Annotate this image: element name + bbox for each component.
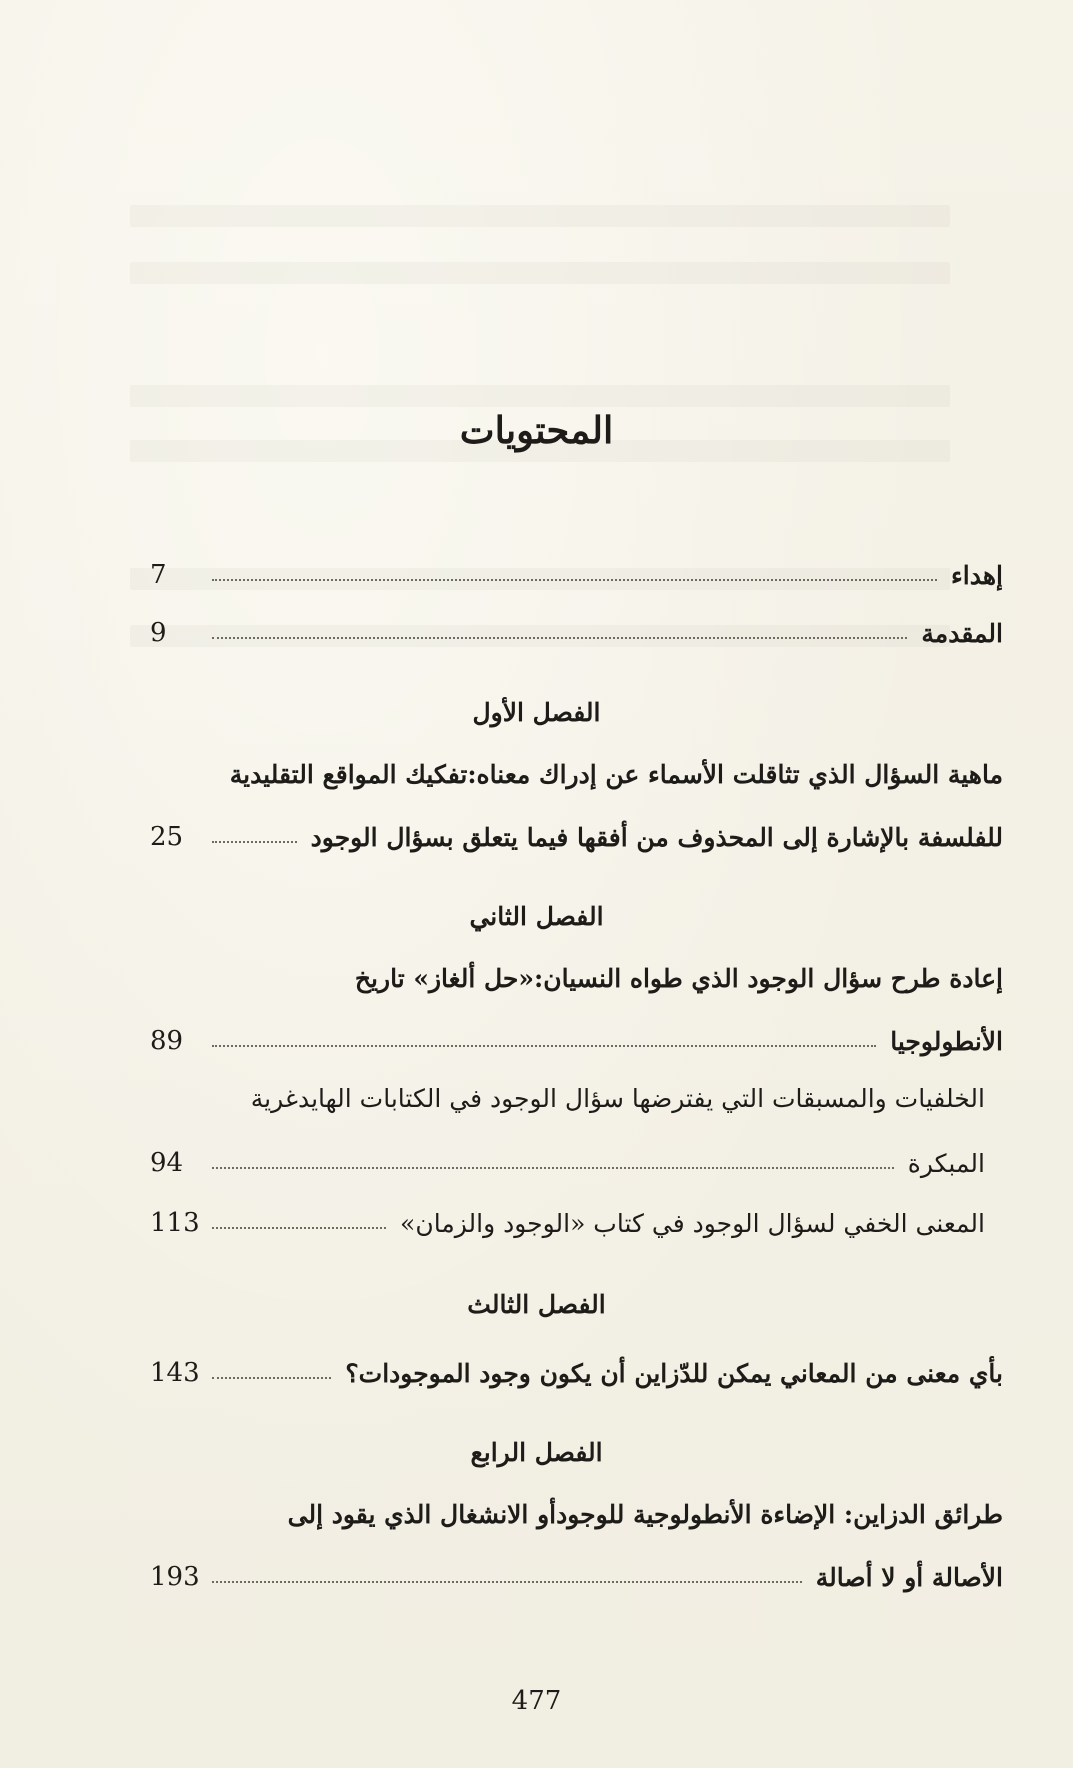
toc-entry-chapter4[interactable] xyxy=(150,1550,1003,1590)
page-number: 7 xyxy=(150,560,167,590)
dot-leader xyxy=(212,840,297,843)
toc-entry-line[interactable]: إعادة طرح سؤال الوجود الذي طواه النسيان:«حل ألغاز» تاريخ xyxy=(354,964,1003,993)
page-number: 193 xyxy=(150,1562,200,1592)
page-folio: 477 xyxy=(511,1686,562,1716)
page-number: 94 xyxy=(150,1148,184,1178)
show-through xyxy=(130,385,950,407)
entry-label: بأي معنى من المعاني يمكن للدّزاين أن يكون وجود الموجودات؟ xyxy=(345,1359,1003,1388)
toc-entry-chapter2[interactable] xyxy=(150,1014,1003,1054)
toc-subentry-line[interactable]: الخلفيات والمسبقات التي يفترضها سؤال الوجود في الكتابات الهايدغرية xyxy=(250,1084,985,1113)
toc-entry-chapter1[interactable] xyxy=(150,810,1003,850)
dot-leader xyxy=(212,1166,894,1169)
chapter-heading: الفصل الرابع xyxy=(470,1438,603,1467)
toc-entry-chapter3[interactable] xyxy=(150,1346,1003,1386)
dot-leader xyxy=(212,636,907,639)
toc-subentry-backgrounds[interactable] xyxy=(150,1136,985,1176)
entry-label: إهداء xyxy=(951,561,1003,590)
chapter-heading: الفصل الثالث xyxy=(467,1290,606,1319)
chapter-heading: الفصل الثاني xyxy=(469,902,604,931)
toc-entry-line[interactable]: ماهية السؤال الذي تثاقلت الأسماء عن إدراك معناه:تفكيك المواقع التقليدية xyxy=(229,760,1003,789)
page-number: 25 xyxy=(150,822,184,852)
show-through xyxy=(130,205,950,227)
entry-label: الأصالة أو لا أصالة xyxy=(815,1563,1003,1592)
page-number: 89 xyxy=(150,1026,184,1056)
entry-label: المعنى الخفي لسؤال الوجود في كتاب «الوجود والزمان» xyxy=(400,1209,985,1238)
entry-label: الأنطولوجيا xyxy=(890,1027,1003,1056)
entry-label: المبكرة xyxy=(907,1149,985,1178)
page-title: المحتويات xyxy=(459,408,614,452)
entry-label: للفلسفة بالإشارة إلى المحذوف من أفقها فيما يتعلق بسؤال الوجود xyxy=(310,823,1003,852)
page-number: 143 xyxy=(150,1358,200,1388)
show-through xyxy=(130,262,950,284)
dot-leader xyxy=(212,1226,386,1229)
toc-entry-dedication[interactable] xyxy=(150,548,1003,588)
toc-entry-introduction[interactable] xyxy=(150,606,1003,646)
dot-leader xyxy=(212,1044,876,1047)
chapter-heading: الفصل الأول xyxy=(472,698,601,727)
page-number: 9 xyxy=(150,618,167,648)
page-number: 113 xyxy=(150,1208,200,1238)
toc-entry-line[interactable]: طرائق الدزاين: الإضاءة الأنطولوجية للوجودأو الانشغال الذي يقود إلى xyxy=(287,1500,1003,1529)
dot-leader xyxy=(212,578,937,581)
toc-subentry-hidden-meaning[interactable] xyxy=(150,1196,985,1236)
dot-leader xyxy=(212,1580,802,1583)
entry-label: المقدمة xyxy=(921,619,1003,648)
dot-leader xyxy=(212,1376,331,1379)
